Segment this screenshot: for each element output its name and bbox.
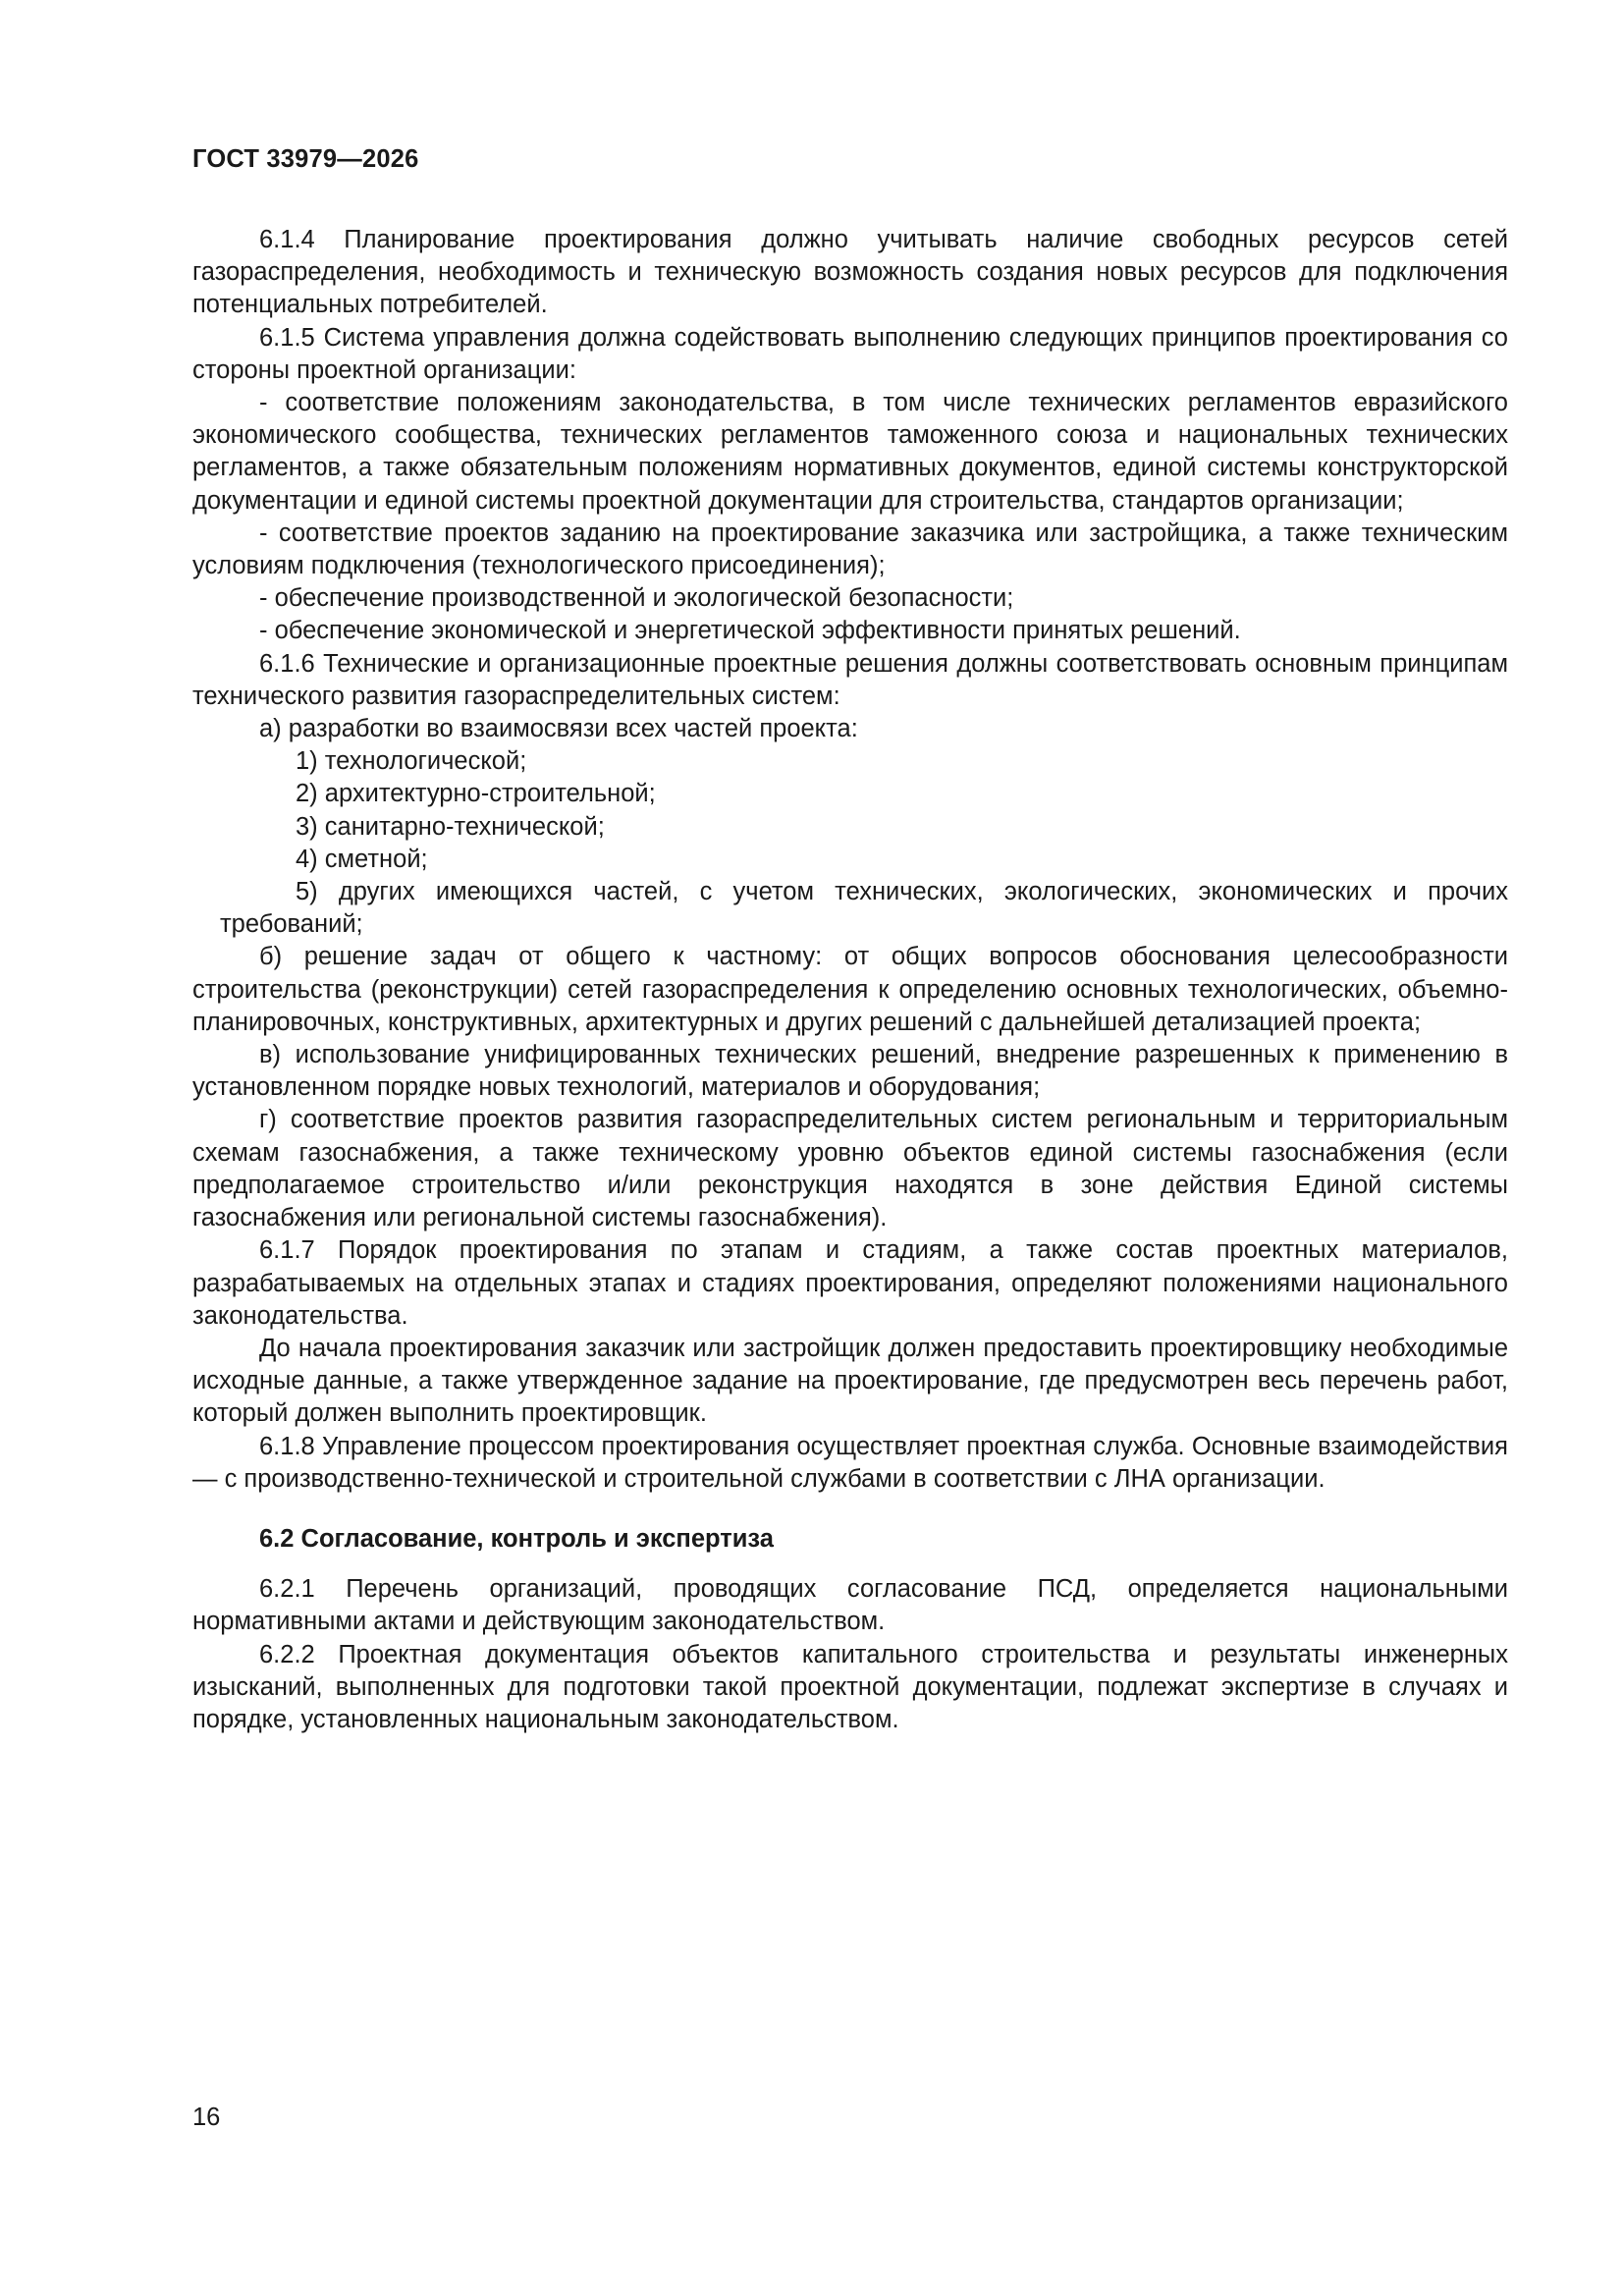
- paragraph-6-1-6: 6.1.6 Технические и организационные проектные решения должны соответствовать основным принципам технического развития газораспределительных систем:: [192, 649, 1508, 710]
- paragraph-6-2-2: 6.2.2 Проектная документация объектов капитального строительства и результаты инженерных изысканий, выполненных для подготовки такой проектной документации, подлежат экспертизе в случаях и порядке, установленных национальным законодательством.: [192, 1640, 1508, 1733]
- list-item: а) разработки во взаимосвязи всех частей проекта:: [259, 715, 858, 743]
- paragraph-6-1-7: 6.1.7 Порядок проектирования по этапам и стадиям, а также состав проектных материалов, разрабатываемых на отдельных этапах и стадиях проектирования, определяют положениями национального законодательства.: [192, 1236, 1508, 1330]
- list-item: - соответствие проектов заданию на проектирование заказчика или застройщика, а также техническим условиям подключения (технологического присоединения);: [192, 519, 1508, 580]
- list-item: 3) санитарно-технической;: [296, 812, 605, 841]
- list-item: - обеспечение производственной и экологической безопасности;: [259, 584, 1014, 613]
- list-item: - обеспечение экономической и энергетической эффективности принятых решений.: [259, 617, 1241, 645]
- list-item: 2) архитектурно-строительной;: [296, 780, 656, 808]
- list-item: 1) технологической;: [296, 747, 527, 776]
- list-item: в) использование унифицированных технических решений, внедрение разрешенных к применению в установленном порядке новых технологий, материалов и оборудования;: [192, 1041, 1508, 1102]
- document-body: [192, 224, 1508, 1736]
- list-item: 4) сметной;: [296, 845, 428, 873]
- list-item: - соответствие положениям законодательства, в том числе технических регламентов евразийского экономического сообщества, технических регламентов таможенного союза и национальных технических регламентов, а также обязательным положениям нормативных документов, единой системы конструкторской документации и единой системы проектной документации для строительства, стандартов организации;: [192, 389, 1508, 515]
- paragraph-6-1-8: 6.1.8 Управление процессом проектирования осуществляет проектная служба. Основные взаимодействия — с производственно-технической и строительной службами в соответствии с ЛНА организации.: [192, 1432, 1508, 1493]
- paragraph: До начала проектирования заказчик или застройщик должен предоставить проектировщику необходимые исходные данные, а также утвержденное задание на проектирование, где предусмотрен весь перечень работ, который должен выполнить проектировщик.: [192, 1334, 1508, 1428]
- document-header: ГОСТ 33979—2026: [192, 145, 419, 173]
- list-item: г) соответствие проектов развития газораспределительных систем региональным и территориальным схемам газоснабжения, а также техническому уровню объектов единой системы газоснабжения (если предполагаемое строительство и/или реконструкция находятся в зоне действия Единой системы газоснабжения или региональной системы газоснабжения).: [192, 1106, 1508, 1232]
- page-number: 16: [192, 2104, 221, 2131]
- list-item: б) решение задач от общего к частному: от общих вопросов обоснования целесообразности строительства (реконструкции) сетей газораспределения к определению основных технологических, объемно-планировочных, конструктивных, архитектурных и других решений с дальнейшей детализацией проекта;: [192, 943, 1508, 1036]
- paragraph-6-2-1: 6.2.1 Перечень организаций, проводящих согласование ПСД, определяется национальными нормативными актами и действующим законодательством.: [192, 1575, 1508, 1636]
- paragraph-6-1-4: 6.1.4 Планирование проектирования должно учитывать наличие свободных ресурсов сетей газораспределения, необходимость и техническую возможность создания новых ресурсов для подключения потенциальных потребителей.: [192, 226, 1508, 319]
- section-heading: 6.2 Согласование, контроль и экспертиза: [259, 1524, 774, 1553]
- list-item: 5) других имеющихся частей, с учетом технических, экологических, экономических и прочих требований;: [220, 878, 1508, 939]
- paragraph-6-1-5: 6.1.5 Система управления должна содействовать выполнению следующих принципов проектирования со стороны проектной организации:: [192, 323, 1508, 384]
